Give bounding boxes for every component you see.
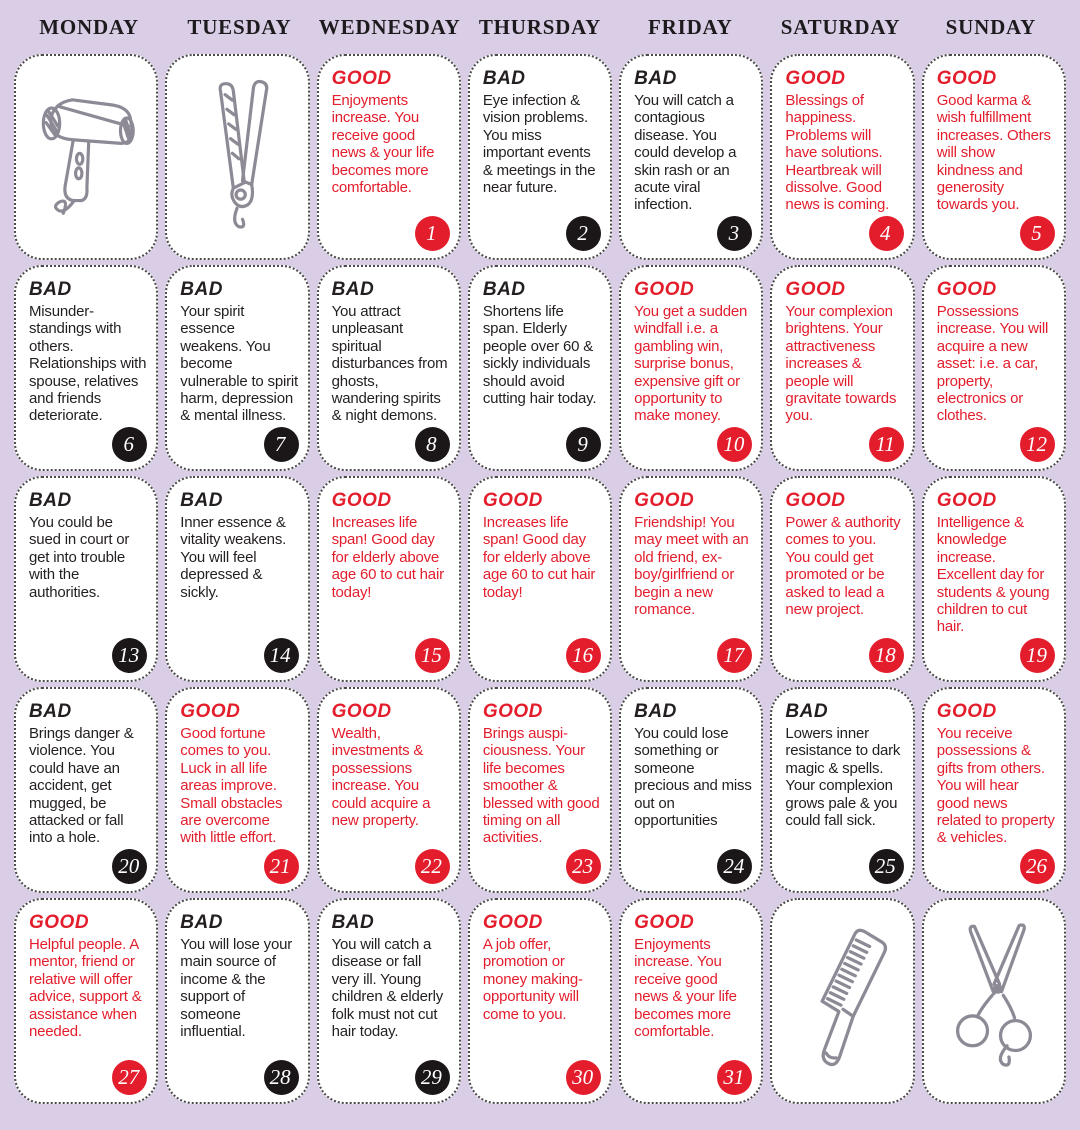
prediction-text: Your complexion brightens. Your attractiveness increases & people will gravitate towards you.: [785, 303, 897, 425]
cell-hair-dryer: [14, 54, 158, 260]
day-number-badge: 31: [717, 1060, 752, 1095]
prediction-text: You could lose something or someone precious and miss out on opportunities: [634, 725, 752, 829]
prediction-text: Brings danger & violence. You could have an accident, get mugged, be attacked or fall into a hole.: [29, 725, 134, 847]
verdict-label: GOOD: [180, 701, 241, 722]
prediction-text: Power & authority comes to you. You could get promoted or be asked to lead a new project.: [785, 514, 901, 618]
verdict-label: BAD: [29, 490, 72, 511]
cell-day-29: [317, 898, 461, 1104]
verdict-label: BAD: [29, 701, 72, 722]
prediction-text: You could be sued in court or get into trouble with the authorities.: [29, 514, 130, 601]
day-number-badge: 1: [415, 216, 450, 251]
prediction-text: Misunder-standings with others. Relationships with spouse, relatives and friends deteriorate.: [29, 303, 147, 425]
verdict-label: GOOD: [331, 490, 392, 511]
verdict-label: GOOD: [936, 490, 997, 511]
day-number-badge: 23: [566, 849, 601, 884]
cell-day-1: [317, 54, 461, 260]
cell-day-25: [770, 687, 914, 893]
verdict-label: BAD: [785, 701, 829, 722]
cell-day-2: [468, 54, 612, 260]
verdict-label: GOOD: [936, 701, 997, 722]
cell-day-11: [770, 265, 914, 471]
verdict-label: BAD: [634, 68, 677, 89]
cell-day-13: [14, 476, 158, 682]
prediction-text: A job offer, promotion or money making-opportunity will come to you.: [482, 936, 583, 1023]
verdict-label: BAD: [482, 68, 526, 89]
verdict-label: BAD: [331, 279, 375, 300]
day-number-badge: 18: [869, 638, 904, 673]
prediction-text: You get a sudden windfall i.e. a gambling win, surprise bonus, expensive gift or opportunity to make money.: [634, 303, 748, 425]
cell-day-28: [165, 898, 309, 1104]
day-number-badge: 14: [264, 638, 299, 673]
prediction-text: You will catch a disease or fall very ill. Young children & elderly folk must not cut hair today.: [331, 936, 444, 1040]
verdict-label: GOOD: [29, 912, 90, 933]
day-number-badge: 15: [415, 638, 450, 673]
prediction-text: You will catch a contagious disease. You could develop a skin rash or an acute viral infection.: [634, 92, 737, 214]
cell-day-15: [317, 476, 461, 682]
prediction-text: Brings auspi-ciousness. Your life becomes smoother & blessed with good timing on all activities.: [482, 725, 600, 847]
cell-day-20: [14, 687, 158, 893]
cell-day-12: [922, 265, 1066, 471]
cell-day-24: [619, 687, 763, 893]
weekday-label-monday: MONDAY: [39, 14, 139, 39]
verdict-label: GOOD: [331, 701, 392, 722]
day-number-badge: 29: [415, 1060, 450, 1095]
cell-day-14: [165, 476, 309, 682]
verdict-label: GOOD: [482, 490, 543, 511]
verdict-label: GOOD: [634, 279, 695, 300]
verdict-label: BAD: [482, 279, 526, 300]
prediction-text: Enjoyments increase. You receive good news & your life becomes more comfortable.: [634, 936, 737, 1040]
day-number-badge: 5: [1020, 216, 1055, 251]
prediction-text: Friendship! You may meet with an old friend, ex-boy/girlfriend or begin a new romance.: [634, 514, 749, 618]
scissors-icon: [936, 917, 1052, 1085]
cell-day-27: [14, 898, 158, 1104]
weekday-label-wednesday: WEDNESDAY: [318, 14, 461, 39]
verdict-label: GOOD: [634, 490, 695, 511]
verdict-label: BAD: [634, 701, 677, 722]
verdict-label: GOOD: [634, 912, 695, 933]
prediction-text: You attract unpleasant spiritual disturbances from ghosts, wandering spirits & night demons.: [331, 303, 448, 425]
weekday-label-sunday: SUNDAY: [945, 14, 1037, 39]
day-number-badge: 2: [566, 216, 601, 251]
day-number-badge: 8: [415, 427, 450, 462]
prediction-text: Increases life span! Good day for elderly above age 60 to cut hair today!: [482, 514, 596, 601]
cell-day-31: [619, 898, 763, 1104]
prediction-text: Inner essence & vitality weakens. You will feel depressed & sickly.: [180, 514, 287, 601]
prediction-text: Good fortune comes to you. Luck in all life areas improve. Small obstacles are overcome with little effort.: [180, 725, 283, 847]
prediction-text: You receive possessions & gifts from others. You will hear good news related to property & vehicles.: [936, 725, 1055, 847]
verdict-label: GOOD: [482, 701, 543, 722]
prediction-text: You will lose your main source of income & the support of someone influential.: [180, 936, 293, 1040]
cell-day-16: [468, 476, 612, 682]
prediction-text: Enjoyments increase. You receive good news & your life becomes more comfortable.: [331, 92, 435, 196]
verdict-label: GOOD: [785, 68, 846, 89]
cell-day-21: [165, 687, 309, 893]
day-number-badge: 13: [112, 638, 147, 673]
cell-comb: [770, 898, 914, 1104]
day-number-badge: 6: [112, 427, 147, 462]
prediction-text: Increases life span! Good day for elderly above age 60 to cut hair today!: [331, 514, 444, 601]
day-number-badge: 22: [415, 849, 450, 884]
cell-flat-iron: [165, 54, 309, 260]
cell-day-23: [468, 687, 612, 893]
prediction-text: Your spirit essence weakens. You become vulnerable to spirit harm, depression & mental illness.: [180, 303, 299, 425]
verdict-label: BAD: [180, 912, 223, 933]
day-number-badge: 26: [1020, 849, 1055, 884]
day-number-badge: 28: [264, 1060, 299, 1095]
day-number-badge: 17: [717, 638, 752, 673]
day-number-badge: 30: [566, 1060, 601, 1095]
prediction-text: Helpful people. A mentor, friend or relative will offer advice, support & assistance when needed.: [29, 936, 142, 1040]
prediction-text: Blessings of happiness. Problems will have solutions. Heartbreak will dissolve. Good news is coming.: [785, 92, 890, 214]
cell-day-30: [468, 898, 612, 1104]
hair-dryer-icon: [27, 73, 145, 241]
cell-day-5: [922, 54, 1066, 260]
cell-scissors: [922, 898, 1066, 1104]
day-number-badge: 10: [717, 427, 752, 462]
cell-day-18: [770, 476, 914, 682]
verdict-label: BAD: [180, 279, 223, 300]
cell-day-22: [317, 687, 461, 893]
day-number-badge: 16: [566, 638, 601, 673]
verdict-label: BAD: [331, 912, 375, 933]
verdict-label: BAD: [29, 279, 72, 300]
prediction-text: Lowers inner resistance to dark magic & spells. Your complexion grows pale & you could fall sick.: [785, 725, 901, 829]
weekday-header-row: [0, 0, 1080, 54]
cell-day-9: [468, 265, 612, 471]
cell-day-7: [165, 265, 309, 471]
verdict-label: GOOD: [482, 912, 543, 933]
verdict-label: GOOD: [936, 68, 997, 89]
verdict-label: BAD: [180, 490, 223, 511]
cell-day-19: [922, 476, 1066, 682]
day-number-badge: 27: [112, 1060, 147, 1095]
day-number-badge: 20: [112, 849, 147, 884]
cell-day-17: [619, 476, 763, 682]
prediction-text: Eye infection & vision problems. You miss important events & meetings in the near future.: [482, 92, 596, 196]
cell-day-10: [619, 265, 763, 471]
flat-iron-icon: [182, 73, 292, 241]
day-number-badge: 25: [869, 849, 904, 884]
day-number-badge: 9: [566, 427, 601, 462]
cell-day-6: [14, 265, 158, 471]
day-number-badge: 4: [869, 216, 904, 251]
cell-day-3: [619, 54, 763, 260]
weekday-label-tuesday: TUESDAY: [187, 14, 292, 39]
day-number-badge: 12: [1020, 427, 1055, 462]
day-number-badge: 3: [717, 216, 752, 251]
cell-day-26: [922, 687, 1066, 893]
day-number-badge: 21: [264, 849, 299, 884]
comb-icon: [787, 917, 899, 1085]
weekday-label-friday: FRIDAY: [648, 14, 733, 39]
weekday-label-saturday: SATURDAY: [780, 14, 901, 39]
day-number-badge: 24: [717, 849, 752, 884]
prediction-text: Intelligence & knowledge increase. Excellent day for students & young children to cut hair.: [936, 514, 1050, 636]
day-number-badge: 11: [869, 427, 904, 462]
verdict-label: GOOD: [785, 490, 846, 511]
verdict-label: GOOD: [936, 279, 997, 300]
calendar-grid: [0, 54, 1080, 1104]
cell-day-4: [770, 54, 914, 260]
prediction-text: Good karma & wish fulfillment increases. Others will show kindness and generosity towards you.: [936, 92, 1051, 214]
prediction-text: Wealth, investments & possessions increase. You could acquire a new property.: [331, 725, 431, 829]
verdict-label: GOOD: [785, 279, 846, 300]
day-number-badge: 7: [264, 427, 299, 462]
cell-day-8: [317, 265, 461, 471]
prediction-text: Possessions increase. You will acquire a new asset: i.e. a car, property, electronics or clothes.: [936, 303, 1049, 425]
weekday-label-thursday: THURSDAY: [478, 14, 602, 39]
day-number-badge: 19: [1020, 638, 1055, 673]
prediction-text: Shortens life span. Elderly people over 60 & sickly individuals should avoid cutting hair today.: [482, 303, 597, 407]
verdict-label: GOOD: [331, 68, 392, 89]
